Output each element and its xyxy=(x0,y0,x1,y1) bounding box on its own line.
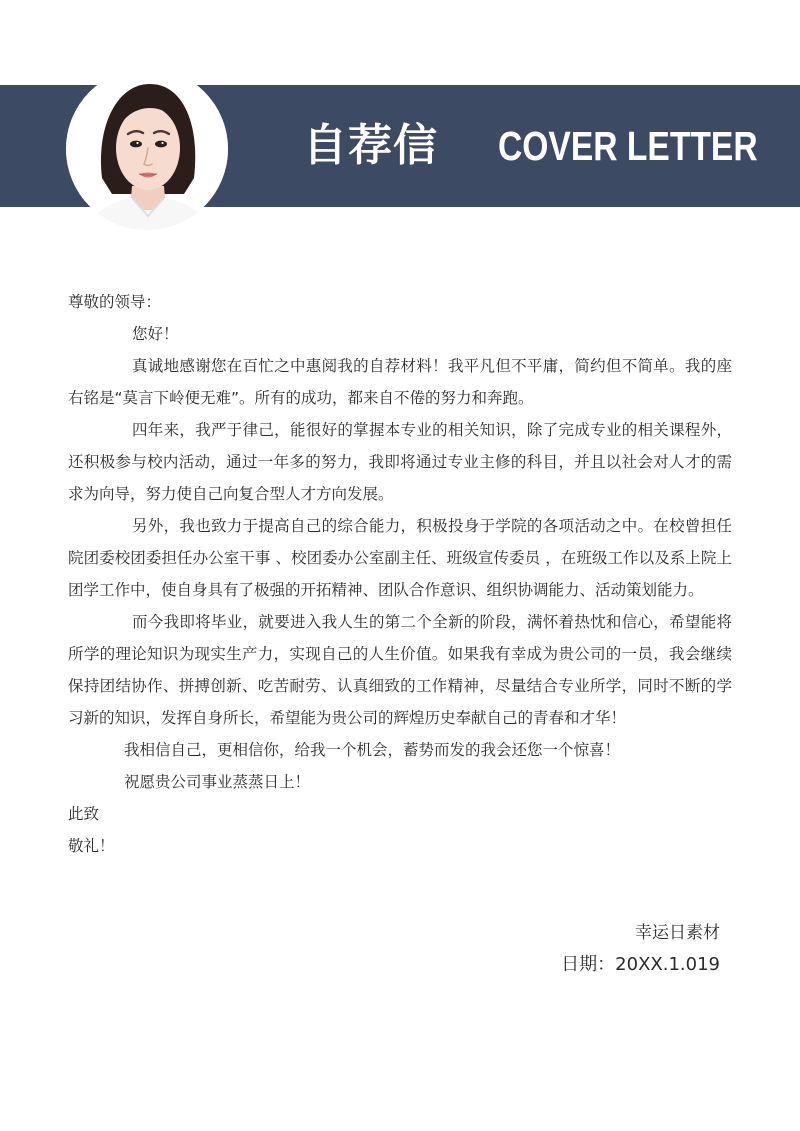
signature-block xyxy=(561,917,720,981)
signature-name: 幸运日素材 xyxy=(635,923,720,943)
greeting: 您好！ xyxy=(132,325,179,343)
title-chinese: 自荐信 xyxy=(303,120,438,171)
closing-line-2: 祝愿贵公司事业蒸蒸日上！ xyxy=(124,773,311,791)
paragraph-1: 真诚地感谢您在百忙之中惠阅我的自荐材料！我平凡但不平庸，简约但不简单。我的座右铭是“莫言下岭便无难”。所有的成功，都来自不倦的努力和奔跑。 xyxy=(68,357,732,407)
signature-date: 日期：20XX.1.019 xyxy=(561,954,720,975)
portrait-photo xyxy=(66,68,228,230)
paragraph-2: 四年来，我严于律己，能很好的掌握本专业的相关知识，除了完成专业的相关课程外，还积极参与校内活动，通过一年多的努力，我即将通过专业主修的科目，并且以社会对人才的需求为向导，努力使自己向复合型人才方向发展。 xyxy=(68,421,732,503)
closing-line-1: 我相信自己，更相信你，给我一个机会，蓄势而发的我会还您一个惊喜！ xyxy=(124,741,621,759)
paragraph-3: 另外，我也致力于提高自己的综合能力，积极投身于学院的各项活动之中。在校曾担任院团委校团委担任办公室干事 、校团委办公室副主任、班级宣传委员 ，在班级工作以及系上院上团学工作中，使自身具有了极强的开拓精神、团队合作意识、组织协调能力、活动策划能力。 xyxy=(68,517,732,599)
sign-off-1: 此致 xyxy=(68,805,100,823)
title-english: COVER LETTER xyxy=(498,123,758,169)
salutation: 尊敬的领导： xyxy=(68,293,162,311)
letter-body xyxy=(68,286,732,862)
sign-off-2: 敬礼！ xyxy=(68,837,115,855)
portrait-illustration xyxy=(66,68,228,230)
paragraph-4: 而今我即将毕业，就要进入我人生的第二个全新的阶段，满怀着热忱和信心，希望能将所学的理论知识为现实生产力，实现自己的人生价值。如果我有幸成为贵公司的一员，我会继续保持团结协作、拼搏创新、吃苦耐劳、认真细致的工作精神，尽量结合专业所学，同时不断的学习新的知识，发挥自身所长，希望能为贵公司的辉煌历史奉献自己的青春和才华！ xyxy=(68,613,732,727)
